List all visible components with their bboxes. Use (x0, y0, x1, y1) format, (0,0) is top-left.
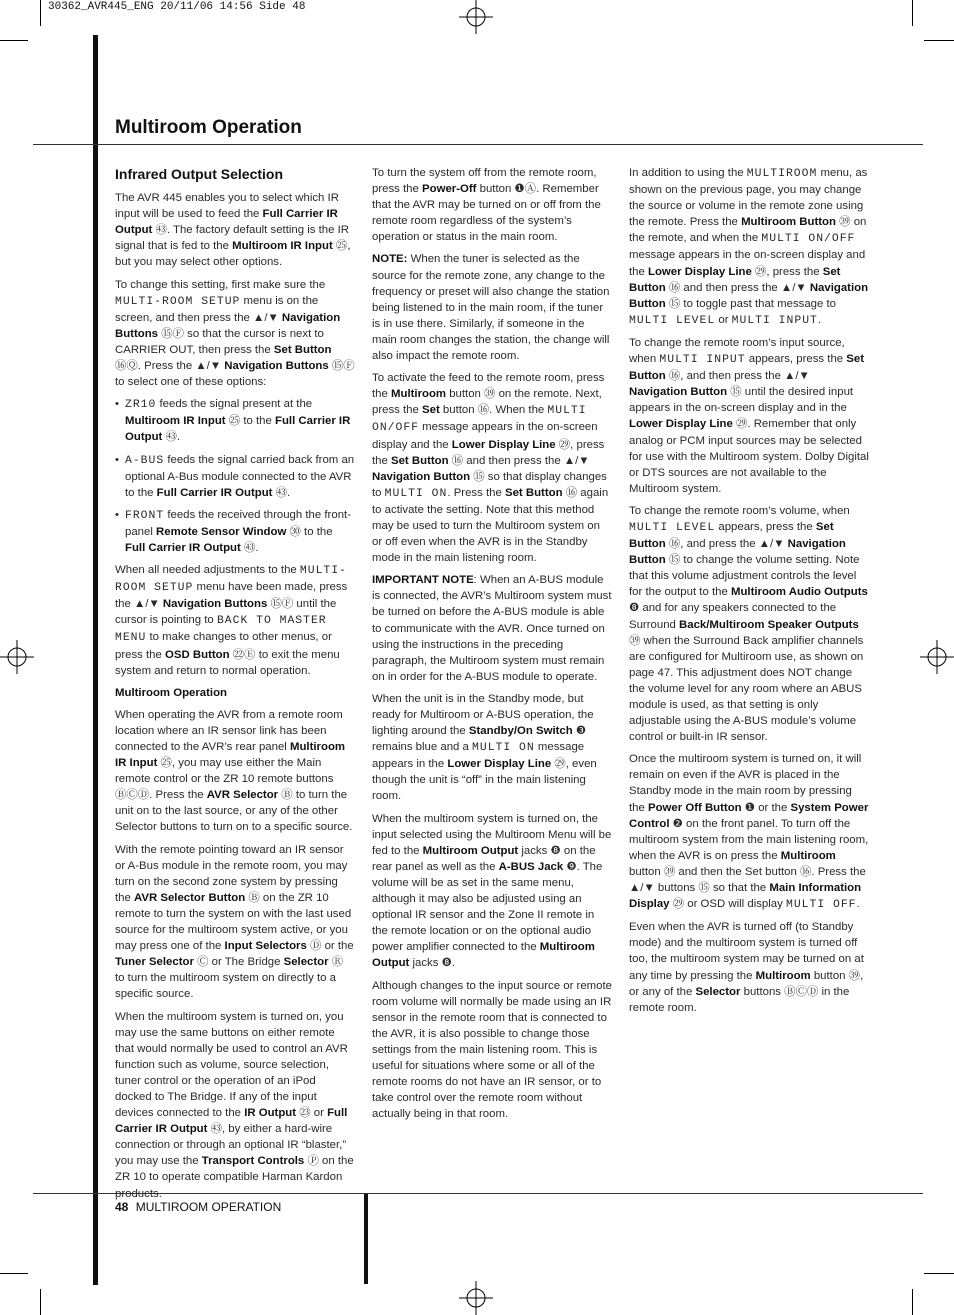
crop-mark (924, 1273, 954, 1274)
page-footer (115, 1200, 281, 1214)
crop-mark (0, 1273, 28, 1274)
registration-mark-top (459, 0, 493, 34)
left-margin-bar (93, 35, 98, 1285)
registration-mark-bottom (459, 1281, 493, 1315)
crop-mark (40, 0, 41, 26)
crop-mark (0, 40, 28, 41)
footer-label: MULTIROOM OPERATION (135, 1200, 282, 1214)
text-column-3: In addition to using the MULTIROOM menu, as shown on the previous page, you may change the source or volume in the remote zone using the remote. Press the Multiroom Button ㊴ on the remote, and when the MULTI ON/OFF message appears in the on-screen display and the Lower Display Line ㉙, press the Set Button ⑯ and then press the ▲/▼ Navigation Button ⑮ to toggle past that message to MULTI LEVEL or MULTI INPUT. To change the remote room’s input source, when MULTI INPUT appears, press the Set Button ⑯, and then press the ▲/▼ Navigation Button ⑮ until the desired input appears in the on-screen display and in the Lower Display Line ㉙. Remember that only analog or PCM input sources may be selected for use with the Multiroom system. Dolby Digital or DTS sources are not available to the Multiroom system. To change the remote room’s volume, when MULTI LEVEL appears, press the Set Button ⑯, and press the ▲/▼ Navigation Button ⑮ to change the volume setting. Note that this volume adjustment controls the level for the output to the Multiroom Audio Outputs ❽ and for any speakers connected to the Surround Back/Multiroom Speaker Outputs ㊴ when the Surround Back amplifier channels are configured for Multiroom use, as shown on page 47. This adjustment does NOT change the volume level for any room where an ABUS module is used, as that setting is only adjustable using the A-BUS module’s volume control or built-in IR sensor. Once the multiroom system is turned on, it will remain on even if the AVR is placed in the Standby mode in the main room by pressing the Power Off Button ❶ or the System Power Control ❷ on the front panel. To turn off the multiroom system from the main listening room, when the AVR is on press the Multiroom button ㊴ and then the Set button ⑯. Press the ▲/▼ buttons ⑮ so that the Main Information Display ㉙ or OSD will display MULTI OFF. Even when the AVR is turned off (to Standby mode) and the multiroom system is turned off too, the multiroom system may be turned on at any time by pressing the Multiroom button ㊴, or any of the Selector buttons ⒷⒸⒹ in the remote room. (629, 167, 869, 1014)
page-number: 48 (115, 1200, 129, 1214)
footer-divider-bar (364, 1194, 368, 1284)
registration-mark-right (920, 640, 954, 674)
print-slug: 30362_AVR445_ENG 20/11/06 14:56 Side 48 (48, 1, 306, 13)
page-title: Multiroom Operation (115, 117, 302, 138)
crop-mark (912, 1289, 913, 1315)
header-rule (33, 144, 923, 145)
text-column-2: To turn the system off from the remote room, press the Power-Off button ❶Ⓐ. Remember that the AVR may be turned on or off from the remote room regardless of the system’s operation or status in the main room. NOTE: When the tuner is selected as the source for the remote zone, any change to the frequency or preset will also change the station being listened to in the main room, if the tuner is in use there. Similarly, if someone in the main room changes the station, the change will also impact the remote room. To activate the feed to the remote room, press the Multiroom button ㊴ on the remote. Next, press the Set button ⑯. When the MULTI ON/OFF message appears in the on-screen display and the Lower Display Line ㉙, press the Set Button ⑯ and then press the ▲/▼ Navigation Button ⑮ so that display changes to MULTI ON. Press the Set Button ⑯ again to activate the setting. Note that this method may be used to turn the Multiroom system on or off even when the AVR is in the Standby mode in the main listening room. IMPORTANT NOTE: When an A-BUS module is connected, the AVR’s Multiroom system must be turned on before the A-BUS module is able to communicate with the AVR. Once turned on using the instructions in the preceding paragraph, the Multiroom system must remain on in order for the A-BUS module to operate. When the unit is in the Standby mode, but ready for Multiroom or A-BUS operation, the lighting around the Standby/On Switch ❸ remains blue and a MULTI ON message appears in the Lower Display Line ㉙, even though the unit is “off” in the main listening room. When the multiroom system is turned on, the input selected using the Multiroom Menu will be fed to the Multiroom Output jacks ❽ on the rear panel as well as the A-BUS Jack ❾. The volume will be as set in the same menu, although it may also be adjusted using an optional IR sensor and the Zone II remote in the remote location or on the optional audio power amplifier connected to the Multiroom Output jacks ❽. Although changes to the input source or remote room volume will normally be made using an IR sensor in the remote room that is connected to the AVR, it is also possible to change those settings from the main listening room. This is useful for situations where some or all of the remote rooms do not have an IR sensor, or to take control over the remote room without actually being in that room. (372, 167, 612, 1121)
crop-mark (924, 40, 954, 41)
text-column-1: Infrared Output Selection The AVR 445 enables you to select which IR input will be used to feed the Full Carrier IR Output ㊸. The factory default setting is the IR signal that is fed to the Multiroom IR Input ㉕, but you may select other options. To change this setting, first make sure the MULTI-ROOM SETUP menu is on the screen, and then press the ▲/▼ Navigation Buttons ⑮Ⓕ so that the cursor is next to CARRIER OUT, then press the Set Button ⑯Ⓠ. Press the ▲/▼ Navigation Buttons ⑮Ⓕ to select one of these options: • ZR10 feeds the signal present at the Multiroom IR Input ㉕ to the Full Carrier IR Output ㊸. • A-BUS feeds the signal carried back from an optional A-Bus module connected to the AVR to the Full Carrier IR Output ㊸. • FRONT feeds the received through the front-panel Remote Sensor Window ㉚ to the Full Carrier IR Output ㊸. When all needed adjustments to the MULTI-ROOM SETUP menu have been made, press the ▲/▼ Navigation Buttons ⑮Ⓕ until the cursor is pointing to BACK TO MASTER MENU to make changes to other menus, or press the OSD Button ㉒Ⓔ to exit the menu system and return to normal operation. Multiroom Operation When operating the AVR from a remote room location where an IR sensor link has been connected to the AVR’s rear panel Multiroom IR Input ㉕, you may use either the Main remote control or the ZR 10 remote buttons ⒷⒸⒹ. Press the AVR Selector Ⓑ to turn the unit on to the last source, or any of the other Selector buttons to turn on to a specific source. With the remote pointing toward an IR sensor or A-Bus module in the remote room, you may turn on the second zone system by pressing the AVR Selector Button Ⓑ on the ZR 10 remote to turn the system on with the last used source for the multiroom system active, or you may press one of the Input Selectors Ⓓ or the Tuner Selector Ⓒ or The Bridge Selector Ⓡ to turn the multiroom system on directly to a specific source. When the multiroom system is turned on, you may use the same buttons on either remote that would normally be used to control an AVR function such as volume, source selection, tuner control or the operation of an iPod docked to The Bridge. If any of the input devices connected to the IR Output ㉓ or Full Carrier IR Output ㊸, by either a hard-wire connection or through an optional IR “blaster,” you may use the Transport Controls Ⓟ on the ZR 10 to operate compatible Harman Kardon products. (115, 165, 355, 1208)
crop-mark (40, 1289, 41, 1315)
registration-mark-left (0, 640, 34, 674)
crop-mark (912, 0, 913, 26)
